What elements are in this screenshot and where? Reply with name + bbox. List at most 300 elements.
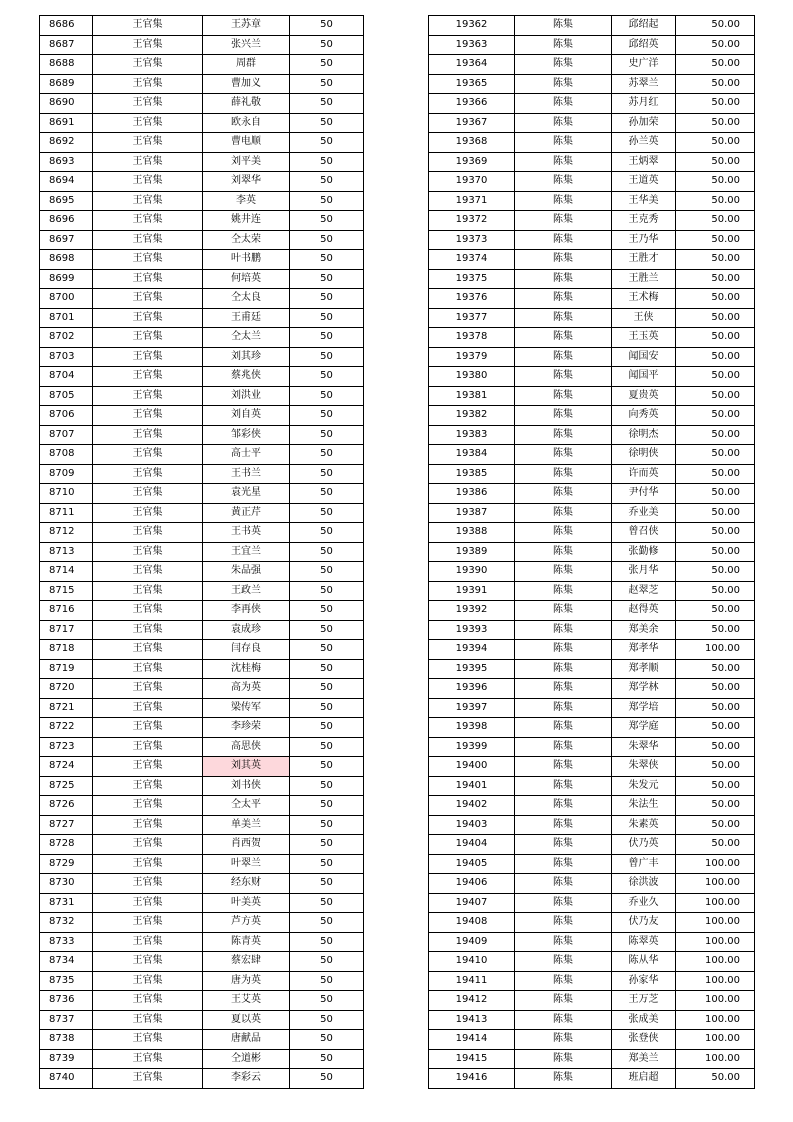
amount-cell: 50.00 xyxy=(676,1069,755,1089)
name-cell: 李彩云 xyxy=(203,1069,290,1089)
name-cell: 朱发元 xyxy=(612,776,676,796)
amount-cell: 50.00 xyxy=(676,581,755,601)
amount-cell: 50.00 xyxy=(676,523,755,543)
town-cell: 陈集 xyxy=(515,854,612,874)
amount-cell: 50.00 xyxy=(676,367,755,387)
table-row xyxy=(429,815,755,835)
table-row xyxy=(40,445,364,465)
table-row xyxy=(40,835,364,855)
amount-cell: 50 xyxy=(290,445,364,465)
row-number-cell: 19382 xyxy=(429,406,515,426)
name-cell: 叶美英 xyxy=(203,893,290,913)
table-row xyxy=(429,971,755,991)
amount-cell: 50 xyxy=(290,406,364,426)
table-row xyxy=(40,347,364,367)
amount-cell: 50 xyxy=(290,464,364,484)
town-cell: 王官集 xyxy=(93,991,203,1011)
table-row xyxy=(429,230,755,250)
amount-cell: 50 xyxy=(290,952,364,972)
amount-cell: 50.00 xyxy=(676,152,755,172)
town-cell: 王官集 xyxy=(93,620,203,640)
town-cell: 陈集 xyxy=(515,542,612,562)
town-cell: 王官集 xyxy=(93,94,203,114)
name-cell: 薛礼敬 xyxy=(203,94,290,114)
row-number-cell: 8740 xyxy=(40,1069,93,1089)
table-row xyxy=(429,269,755,289)
town-cell: 王官集 xyxy=(93,952,203,972)
row-number-cell: 8715 xyxy=(40,581,93,601)
amount-cell: 50 xyxy=(290,1049,364,1069)
amount-cell: 100.00 xyxy=(676,932,755,952)
town-cell: 王官集 xyxy=(93,1049,203,1069)
row-number-cell: 19407 xyxy=(429,893,515,913)
row-number-cell: 19402 xyxy=(429,796,515,816)
amount-cell: 50.00 xyxy=(676,737,755,757)
row-number-cell: 19384 xyxy=(429,445,515,465)
table-row xyxy=(429,718,755,738)
name-cell: 王克秀 xyxy=(612,211,676,231)
row-number-cell: 8739 xyxy=(40,1049,93,1069)
amount-cell: 100.00 xyxy=(676,952,755,972)
amount-cell: 50 xyxy=(290,269,364,289)
town-cell: 王官集 xyxy=(93,250,203,270)
table-row xyxy=(429,94,755,114)
amount-cell: 50.00 xyxy=(676,464,755,484)
name-cell: 邱绍英 xyxy=(612,35,676,55)
amount-cell: 50 xyxy=(290,16,364,36)
row-number-cell: 8720 xyxy=(40,679,93,699)
row-number-cell: 19395 xyxy=(429,659,515,679)
town-cell: 陈集 xyxy=(515,445,612,465)
table-row xyxy=(40,679,364,699)
name-cell: 朱品强 xyxy=(203,562,290,582)
amount-cell: 100.00 xyxy=(676,893,755,913)
name-cell: 沈桂梅 xyxy=(203,659,290,679)
row-number-cell: 19376 xyxy=(429,289,515,309)
name-cell: 仝太荣 xyxy=(203,230,290,250)
table-row xyxy=(429,932,755,952)
row-number-cell: 8723 xyxy=(40,737,93,757)
amount-cell: 50 xyxy=(290,893,364,913)
name-cell: 王胜才 xyxy=(612,250,676,270)
table-row xyxy=(429,211,755,231)
table-row xyxy=(429,133,755,153)
amount-cell: 50 xyxy=(290,679,364,699)
amount-cell: 50 xyxy=(290,854,364,874)
amount-cell: 50 xyxy=(290,94,364,114)
row-number-cell: 8699 xyxy=(40,269,93,289)
row-number-cell: 8716 xyxy=(40,601,93,621)
row-number-cell: 8696 xyxy=(40,211,93,231)
table-row xyxy=(429,464,755,484)
amount-cell: 50 xyxy=(290,815,364,835)
name-cell: 陈青英 xyxy=(203,932,290,952)
amount-cell: 50 xyxy=(290,152,364,172)
table-row xyxy=(40,601,364,621)
town-cell: 王官集 xyxy=(93,776,203,796)
amount-cell: 50 xyxy=(290,328,364,348)
row-number-cell: 19363 xyxy=(429,35,515,55)
town-cell: 王官集 xyxy=(93,386,203,406)
row-number-cell: 8692 xyxy=(40,133,93,153)
name-cell: 仝太良 xyxy=(203,289,290,309)
name-cell: 姚井连 xyxy=(203,211,290,231)
amount-cell: 50 xyxy=(290,347,364,367)
row-number-cell: 19404 xyxy=(429,835,515,855)
table-row xyxy=(429,952,755,972)
name-cell: 许而英 xyxy=(612,464,676,484)
town-cell: 陈集 xyxy=(515,35,612,55)
table-row xyxy=(40,367,364,387)
name-cell: 徐明杰 xyxy=(612,425,676,445)
name-cell: 张勤修 xyxy=(612,542,676,562)
row-number-cell: 8728 xyxy=(40,835,93,855)
town-cell: 王官集 xyxy=(93,308,203,328)
name-cell: 尹付华 xyxy=(612,484,676,504)
town-cell: 陈集 xyxy=(515,55,612,75)
row-number-cell: 19375 xyxy=(429,269,515,289)
town-cell: 王官集 xyxy=(93,347,203,367)
town-cell: 王官集 xyxy=(93,152,203,172)
row-number-cell: 8709 xyxy=(40,464,93,484)
name-cell: 闫存良 xyxy=(203,640,290,660)
town-cell: 王官集 xyxy=(93,932,203,952)
town-cell: 王官集 xyxy=(93,913,203,933)
town-cell: 王官集 xyxy=(93,484,203,504)
table-row xyxy=(40,308,364,328)
row-number-cell: 19368 xyxy=(429,133,515,153)
row-number-cell: 19412 xyxy=(429,991,515,1011)
name-cell: 苏翠兰 xyxy=(612,74,676,94)
amount-cell: 100.00 xyxy=(676,640,755,660)
amount-cell: 50 xyxy=(290,659,364,679)
table-row xyxy=(429,659,755,679)
row-number-cell: 19387 xyxy=(429,503,515,523)
table-row xyxy=(40,16,364,36)
amount-cell: 50 xyxy=(290,523,364,543)
name-cell: 赵翠芝 xyxy=(612,581,676,601)
row-number-cell: 8721 xyxy=(40,698,93,718)
table-row xyxy=(429,55,755,75)
row-number-cell: 8730 xyxy=(40,874,93,894)
name-cell: 刘翠华 xyxy=(203,172,290,192)
table-row xyxy=(40,815,364,835)
amount-cell: 50 xyxy=(290,698,364,718)
row-number-cell: 8722 xyxy=(40,718,93,738)
table-row xyxy=(429,640,755,660)
row-number-cell: 8687 xyxy=(40,35,93,55)
name-cell: 郑学林 xyxy=(612,679,676,699)
town-cell: 陈集 xyxy=(515,308,612,328)
town-cell: 陈集 xyxy=(515,74,612,94)
amount-cell: 50 xyxy=(290,55,364,75)
name-cell: 陈从华 xyxy=(612,952,676,972)
table-row xyxy=(40,55,364,75)
table-row xyxy=(40,425,364,445)
name-cell: 蔡兆侠 xyxy=(203,367,290,387)
town-cell: 王官集 xyxy=(93,893,203,913)
amount-cell: 50 xyxy=(290,601,364,621)
table-row xyxy=(429,796,755,816)
amount-cell: 50.00 xyxy=(676,718,755,738)
table-row xyxy=(429,445,755,465)
table-row xyxy=(40,640,364,660)
right-roster-table xyxy=(428,15,755,1089)
town-cell: 陈集 xyxy=(515,1069,612,1089)
table-row xyxy=(429,757,755,777)
table-row xyxy=(429,776,755,796)
table-row xyxy=(429,113,755,133)
amount-cell: 50.00 xyxy=(676,679,755,699)
amount-cell: 50 xyxy=(290,932,364,952)
amount-cell: 100.00 xyxy=(676,854,755,874)
name-cell: 王炳翠 xyxy=(612,152,676,172)
table-row xyxy=(429,74,755,94)
town-cell: 王官集 xyxy=(93,35,203,55)
row-number-cell: 8735 xyxy=(40,971,93,991)
table-row xyxy=(40,328,364,348)
table-row xyxy=(40,250,364,270)
row-number-cell: 19379 xyxy=(429,347,515,367)
amount-cell: 50.00 xyxy=(676,211,755,231)
row-number-cell: 19366 xyxy=(429,94,515,114)
name-cell: 刘平美 xyxy=(203,152,290,172)
amount-cell: 50 xyxy=(290,308,364,328)
table-row xyxy=(40,542,364,562)
town-cell: 陈集 xyxy=(515,367,612,387)
highlighted-name-cell: 刘其英 xyxy=(203,757,290,777)
name-cell: 孙兰英 xyxy=(612,133,676,153)
amount-cell: 50 xyxy=(290,874,364,894)
town-cell: 王官集 xyxy=(93,854,203,874)
table-row xyxy=(40,464,364,484)
row-number-cell: 8694 xyxy=(40,172,93,192)
town-cell: 王官集 xyxy=(93,835,203,855)
name-cell: 郑美兰 xyxy=(612,1049,676,1069)
row-number-cell: 8708 xyxy=(40,445,93,465)
town-cell: 陈集 xyxy=(515,133,612,153)
row-number-cell: 19381 xyxy=(429,386,515,406)
row-number-cell: 8707 xyxy=(40,425,93,445)
table-row xyxy=(40,562,364,582)
table-row xyxy=(429,484,755,504)
table-row xyxy=(429,425,755,445)
name-cell: 刘自英 xyxy=(203,406,290,426)
town-cell: 陈集 xyxy=(515,464,612,484)
amount-cell: 50.00 xyxy=(676,542,755,562)
amount-cell: 50 xyxy=(290,484,364,504)
row-number-cell: 19389 xyxy=(429,542,515,562)
table-row xyxy=(429,172,755,192)
table-row xyxy=(40,74,364,94)
table-row xyxy=(40,289,364,309)
name-cell: 郑美余 xyxy=(612,620,676,640)
row-number-cell: 8698 xyxy=(40,250,93,270)
row-number-cell: 8712 xyxy=(40,523,93,543)
row-number-cell: 19396 xyxy=(429,679,515,699)
name-cell: 郑学庭 xyxy=(612,718,676,738)
amount-cell: 50 xyxy=(290,776,364,796)
town-cell: 陈集 xyxy=(515,172,612,192)
amount-cell: 50 xyxy=(290,620,364,640)
name-cell: 伏乃英 xyxy=(612,835,676,855)
table-row xyxy=(429,523,755,543)
name-cell: 芦方英 xyxy=(203,913,290,933)
row-number-cell: 19401 xyxy=(429,776,515,796)
name-cell: 徐洪波 xyxy=(612,874,676,894)
town-cell: 王官集 xyxy=(93,328,203,348)
amount-cell: 50 xyxy=(290,796,364,816)
name-cell: 叶翠兰 xyxy=(203,854,290,874)
town-cell: 陈集 xyxy=(515,913,612,933)
town-cell: 陈集 xyxy=(515,737,612,757)
town-cell: 王官集 xyxy=(93,562,203,582)
row-number-cell: 8732 xyxy=(40,913,93,933)
table-row xyxy=(429,16,755,36)
town-cell: 陈集 xyxy=(515,893,612,913)
town-cell: 王官集 xyxy=(93,679,203,699)
name-cell: 王乃华 xyxy=(612,230,676,250)
table-row xyxy=(429,542,755,562)
town-cell: 陈集 xyxy=(515,971,612,991)
table-row xyxy=(40,191,364,211)
town-cell: 王官集 xyxy=(93,55,203,75)
table-row xyxy=(40,659,364,679)
town-cell: 陈集 xyxy=(515,874,612,894)
name-cell: 李再侠 xyxy=(203,601,290,621)
amount-cell: 50 xyxy=(290,503,364,523)
table-row xyxy=(429,698,755,718)
table-row xyxy=(429,679,755,699)
town-cell: 王官集 xyxy=(93,737,203,757)
town-cell: 陈集 xyxy=(515,289,612,309)
name-cell: 梁传军 xyxy=(203,698,290,718)
town-cell: 陈集 xyxy=(515,425,612,445)
town-cell: 陈集 xyxy=(515,640,612,660)
town-cell: 王官集 xyxy=(93,464,203,484)
table-row xyxy=(429,737,755,757)
table-row xyxy=(429,874,755,894)
town-cell: 陈集 xyxy=(515,601,612,621)
row-number-cell: 19383 xyxy=(429,425,515,445)
table-row xyxy=(429,289,755,309)
amount-cell: 50.00 xyxy=(676,484,755,504)
table-row xyxy=(40,113,364,133)
name-cell: 孙加荣 xyxy=(612,113,676,133)
row-number-cell: 19406 xyxy=(429,874,515,894)
town-cell: 陈集 xyxy=(515,484,612,504)
town-cell: 陈集 xyxy=(515,718,612,738)
row-number-cell: 19400 xyxy=(429,757,515,777)
town-cell: 陈集 xyxy=(515,1010,612,1030)
table-row xyxy=(429,913,755,933)
amount-cell: 50 xyxy=(290,640,364,660)
town-cell: 陈集 xyxy=(515,1030,612,1050)
table-row xyxy=(429,406,755,426)
row-number-cell: 8737 xyxy=(40,1010,93,1030)
name-cell: 曾召侠 xyxy=(612,523,676,543)
name-cell: 伏乃友 xyxy=(612,913,676,933)
name-cell: 唐为英 xyxy=(203,971,290,991)
town-cell: 陈集 xyxy=(515,776,612,796)
name-cell: 何培英 xyxy=(203,269,290,289)
town-cell: 王官集 xyxy=(93,757,203,777)
table-row xyxy=(429,581,755,601)
town-cell: 王官集 xyxy=(93,796,203,816)
row-number-cell: 19385 xyxy=(429,464,515,484)
name-cell: 高为英 xyxy=(203,679,290,699)
town-cell: 陈集 xyxy=(515,620,612,640)
row-number-cell: 8702 xyxy=(40,328,93,348)
table-row xyxy=(40,718,364,738)
name-cell: 刘其珍 xyxy=(203,347,290,367)
amount-cell: 100.00 xyxy=(676,874,755,894)
town-cell: 陈集 xyxy=(515,562,612,582)
amount-cell: 100.00 xyxy=(676,971,755,991)
row-number-cell: 19403 xyxy=(429,815,515,835)
town-cell: 陈集 xyxy=(515,581,612,601)
name-cell: 曹加义 xyxy=(203,74,290,94)
town-cell: 王官集 xyxy=(93,269,203,289)
row-number-cell: 19398 xyxy=(429,718,515,738)
name-cell: 班启超 xyxy=(612,1069,676,1089)
amount-cell: 50 xyxy=(290,367,364,387)
table-row xyxy=(429,562,755,582)
row-number-cell: 19378 xyxy=(429,328,515,348)
name-cell: 曾广丰 xyxy=(612,854,676,874)
amount-cell: 50.00 xyxy=(676,328,755,348)
town-cell: 陈集 xyxy=(515,659,612,679)
name-cell: 史广洋 xyxy=(612,55,676,75)
amount-cell: 50 xyxy=(290,289,364,309)
row-number-cell: 19414 xyxy=(429,1030,515,1050)
row-number-cell: 8706 xyxy=(40,406,93,426)
row-number-cell: 8693 xyxy=(40,152,93,172)
table-row xyxy=(40,620,364,640)
table-row xyxy=(429,250,755,270)
name-cell: 邱绍起 xyxy=(612,16,676,36)
name-cell: 单美兰 xyxy=(203,815,290,835)
amount-cell: 50.00 xyxy=(676,386,755,406)
name-cell: 王书兰 xyxy=(203,464,290,484)
row-number-cell: 19411 xyxy=(429,971,515,991)
town-cell: 陈集 xyxy=(515,503,612,523)
table-row xyxy=(429,386,755,406)
table-row xyxy=(40,386,364,406)
table-row xyxy=(40,406,364,426)
name-cell: 乔业久 xyxy=(612,893,676,913)
row-number-cell: 8701 xyxy=(40,308,93,328)
table-row xyxy=(40,737,364,757)
left-roster-table xyxy=(39,15,364,1089)
amount-cell: 50.00 xyxy=(676,191,755,211)
table-row xyxy=(429,35,755,55)
table-row xyxy=(429,1030,755,1050)
name-cell: 乔业美 xyxy=(612,503,676,523)
town-cell: 王官集 xyxy=(93,367,203,387)
amount-cell: 50 xyxy=(290,757,364,777)
row-number-cell: 19364 xyxy=(429,55,515,75)
table-row xyxy=(40,1030,364,1050)
amount-cell: 50 xyxy=(290,386,364,406)
town-cell: 王官集 xyxy=(93,211,203,231)
name-cell: 王胜兰 xyxy=(612,269,676,289)
amount-cell: 50.00 xyxy=(676,269,755,289)
name-cell: 夏以英 xyxy=(203,1010,290,1030)
name-cell: 仝太平 xyxy=(203,796,290,816)
row-number-cell: 8717 xyxy=(40,620,93,640)
name-cell: 袁成珍 xyxy=(203,620,290,640)
